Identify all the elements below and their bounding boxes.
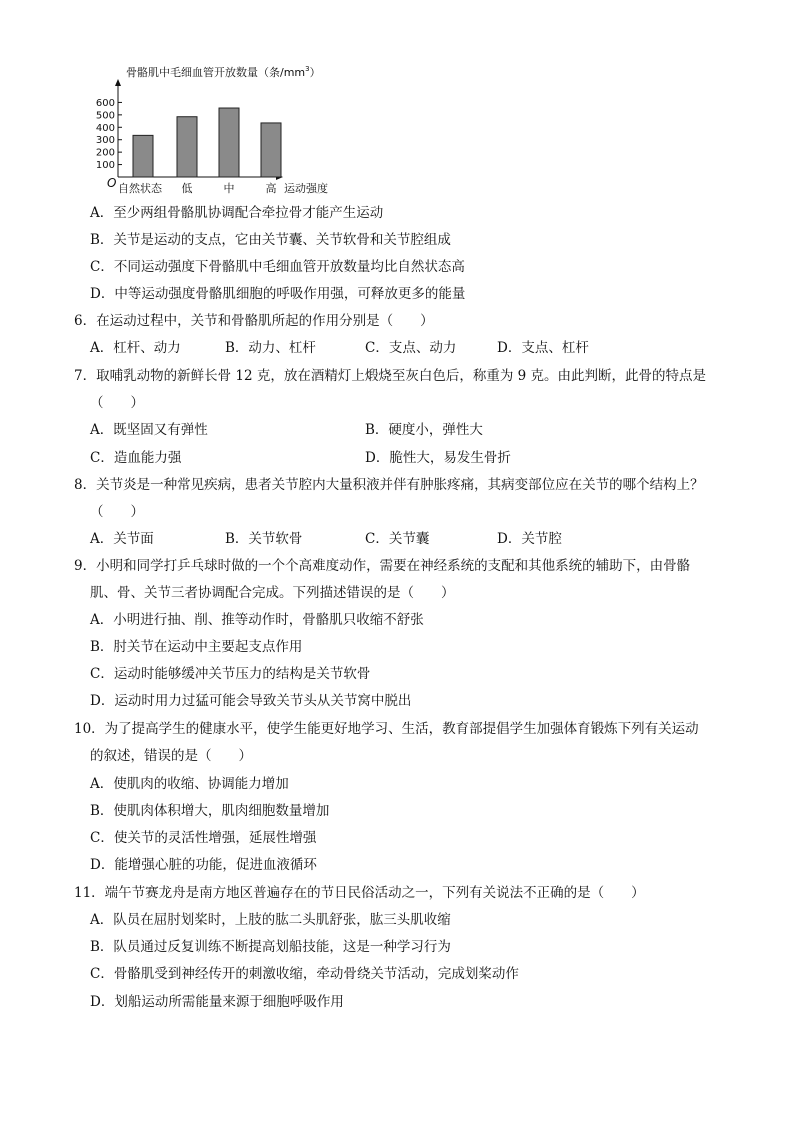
q8-option-d: D．关节腔: [497, 531, 562, 547]
chart-origin-label: O: [107, 176, 117, 190]
y-tick-label: 600: [95, 97, 115, 109]
q7-option-d: D．脆性大，易发生骨折: [365, 450, 511, 466]
q11-stem: 11．端午节赛龙舟是南方地区普遍存在的节日民俗活动之一，下列有关说法不正确的是（ ）: [74, 885, 645, 901]
bar-2: [219, 108, 239, 177]
q11-option-b: B．队员通过反复训练不断提高划船技能，这是一种学习行为: [90, 939, 451, 955]
q6-option-d: D．支点、杠杆: [497, 340, 589, 356]
bar-0: [133, 135, 153, 177]
q9-stem-line2: 肌、骨、关节三者协调配合完成。下列描述错误的是（ ）: [90, 585, 455, 601]
y-tick-label: 400: [95, 122, 115, 134]
q9-option-d: D．运动时用力过猛可能会导致关节头从关节窝中脱出: [90, 693, 412, 709]
q11-option-d: D．划船运动所需能量来源于细胞呼吸作用: [90, 994, 344, 1010]
q6-option-a: A．杠杆、动力: [90, 340, 181, 356]
q6-option-c: C．支点、动力: [365, 340, 457, 356]
capillary-bar-chart: [0, 0, 794, 200]
x-category-label: 高: [265, 182, 277, 195]
q5-option-d: D．中等运动强度骨骼肌细胞的呼吸作用强，可释放更多的能量: [90, 286, 466, 302]
x-category-label: 中: [223, 182, 235, 195]
q7-stem-line2: （ ）: [90, 395, 144, 411]
q8-option-c: C．关节囊: [365, 531, 430, 547]
y-tick-label: 200: [95, 147, 115, 159]
bar-1: [177, 117, 197, 177]
q10-option-a: A．使肌肉的收缩、协调能力增加: [90, 776, 289, 792]
x-category-label: 自然状态: [118, 182, 162, 195]
q10-option-b: B．使肌肉体积增大，肌肉细胞数量增加: [90, 803, 330, 819]
chart-title-suffix: ）: [309, 66, 321, 79]
chart-title-superscript: 3: [305, 65, 310, 73]
y-tick-label: 300: [95, 135, 115, 147]
q8-stem-line2: （ ）: [90, 504, 144, 520]
q10-stem-line1: 10．为了提高学生的健康水平，使学生能更好地学习、生活，教育部提倡学生加强体育锻炼下列有关运动: [74, 721, 699, 737]
q7-option-b: B．硬度小，弹性大: [365, 422, 483, 438]
q7-stem-line1: 7．取哺乳动物的新鲜长骨 12 克，放在酒精灯上煅烧至灰白色后，称重为 9 克。由此判断，此骨的特点是: [74, 368, 707, 384]
q11-option-c: C．骨骼肌受到神经传开的刺激收缩，牵动骨绕关节活动，完成划桨动作: [90, 966, 519, 982]
q9-option-a: A．小明进行抽、削、推等动作时，骨骼肌只收缩不舒张: [90, 612, 424, 628]
q5-option-c: C．不同运动强度下骨骼肌中毛细血管开放数量均比自然状态高: [90, 259, 465, 275]
q8-option-b: B．关节软骨: [225, 531, 303, 547]
q6-stem: 6．在运动过程中，关节和骨骼肌所起的作用分别是（ ）: [74, 313, 434, 329]
chart-title: 骨骼肌中毛细血管开放数量（条$/mm^3$）: [126, 65, 321, 79]
q5-option-a: A．至少两组骨骼肌协调配合牵拉骨才能产生运动: [90, 205, 384, 221]
q9-option-b: B．肘关节在运动中主要起支点作用: [90, 639, 303, 655]
y-tick-label: 500: [95, 110, 115, 122]
x-category-label: 低: [181, 182, 193, 195]
q6-option-b: B．动力、杠杆: [225, 340, 316, 356]
q10-stem-line2: 的叙述，错误的是（ ）: [90, 748, 252, 764]
q10-option-c: C．使关节的灵活性增强，延展性增强: [90, 830, 317, 846]
bar-3: [261, 123, 281, 177]
q9-option-c: C．运动时能够缓冲关节压力的结构是关节软骨: [90, 666, 371, 682]
q11-option-a: A．队员在屈肘划桨时，上肢的肱二头肌舒张，肱三头肌收缩: [90, 912, 451, 928]
q10-option-d: D．能增强心脏的功能，促进血液循环: [90, 857, 317, 873]
q7-option-a: A．既坚固又有弹性: [90, 422, 208, 438]
y-axis-arrow: [115, 79, 121, 86]
q9-stem-line1: 9．小明和同学打乒乓球时做的一个个高难度动作，需要在神经系统的支配和其他系统的辅助下，由骨骼: [74, 558, 691, 574]
q5-option-b: B．关节是运动的支点，它由关节囊、关节软骨和关节腔组成: [90, 232, 451, 248]
chart-x-axis-label: 运动强度: [284, 182, 328, 195]
q7-option-c: C．造血能力强: [90, 450, 182, 466]
y-tick-label: 100: [95, 160, 115, 172]
q8-option-a: A．关节面: [90, 531, 154, 547]
q8-stem-line1: 8．关节炎是一种常见疾病，患者关节腔内大量积液并伴有肿胀疼痛，其病变部位应在关节的哪个结构上？: [74, 477, 704, 493]
